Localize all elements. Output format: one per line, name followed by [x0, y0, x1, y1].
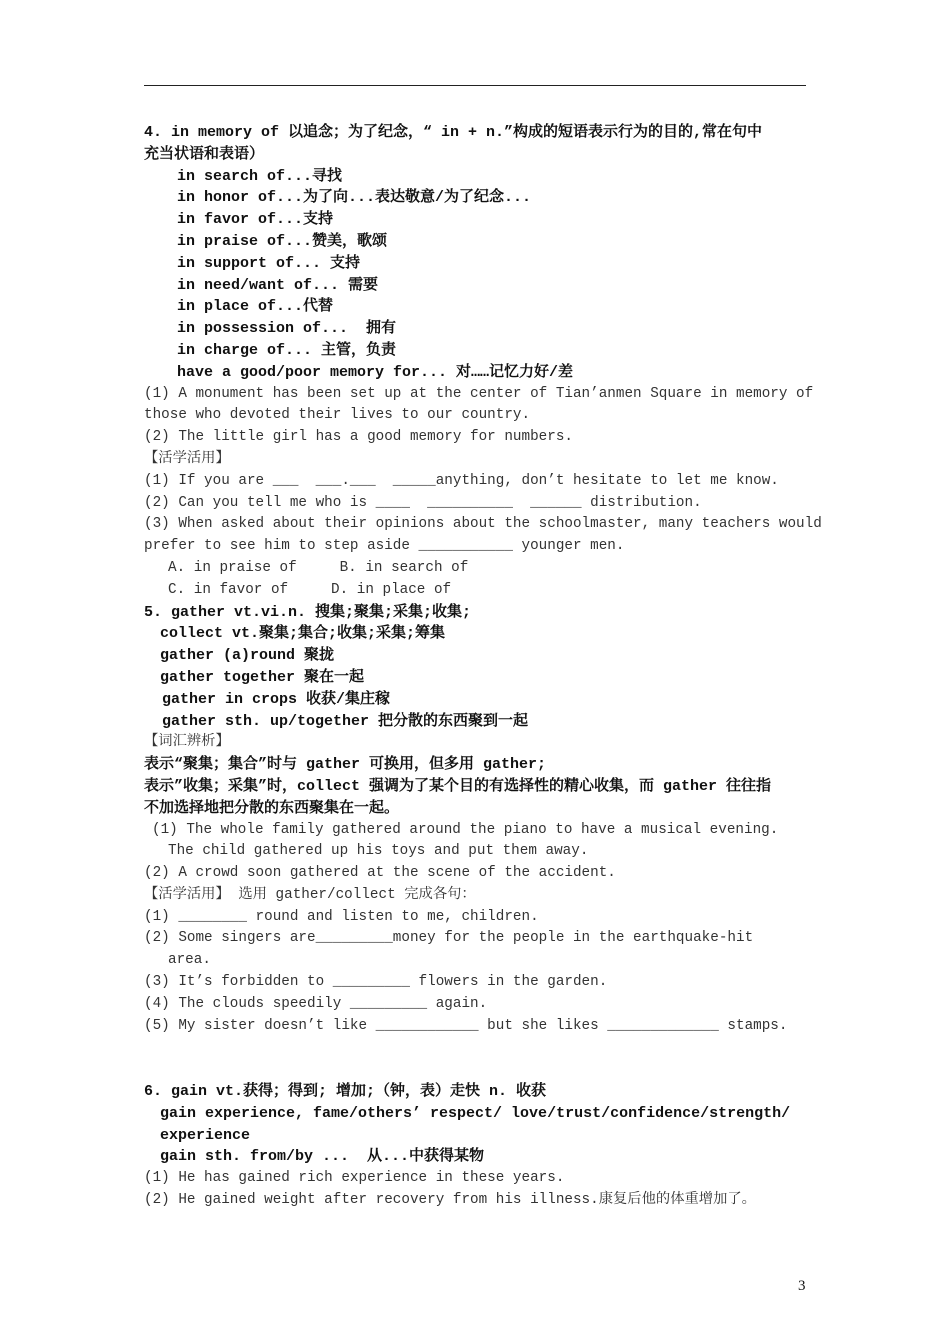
text-line: (1) If you are ___ ___.___ _____anything, don’t hesitate to let me know. — [144, 472, 779, 489]
text-line: 5. gather vt.vi.n. 搜集;聚集;采集;收集; — [144, 603, 472, 621]
text-line: (1) A monument has been set up at the center of Tian’anmen Square in memory of — [144, 385, 814, 402]
header-rule — [144, 85, 806, 86]
text-line: in place of...代替 — [177, 298, 334, 316]
text-line: (1) ________ round and listen to me, children. — [144, 908, 539, 925]
text-line: gather sth. up/together 把分散的东西聚到一起 — [162, 712, 529, 730]
text-line: (2) Can you tell me who is ____ __________ ______ distribution. — [144, 494, 702, 511]
text-line: those who devoted their lives to our country. — [144, 407, 531, 424]
text-line: (2) The little girl has a good memory for numbers. — [144, 429, 573, 446]
text-line: in honor of...为了向...表达敬意/为了纪念... — [177, 189, 532, 207]
text-line: collect vt.聚集;集合;收集;采集;筹集 — [160, 625, 446, 643]
document-body — [144, 122, 822, 1212]
text-line: gain sth. from/by ... 从...中获得某物 — [160, 1148, 485, 1166]
text-line: in charge of... 主管，负责 — [177, 341, 397, 359]
text-line: 表示“聚集；集合”时与 gather 可换用，但多用 gather; — [144, 756, 547, 774]
text-line: C. in favor of D. in place of — [168, 581, 452, 598]
text-line: (2) Some singers are_________money for the people in the earthquake-hit — [144, 930, 754, 947]
text-line: (1) The whole family gathered around the piano to have a musical evening. — [152, 821, 779, 838]
text-line: gather in crops 收获/集庄稼 — [162, 690, 391, 708]
text-line: in search of...寻找 — [177, 167, 343, 185]
text-line: in praise of...赞美，歌颂 — [177, 232, 388, 250]
text-line: 表示”收集；采集”时，collect 强调为了某个目的有选择性的精心收集，而 gather 往往指 — [144, 777, 772, 795]
text-line: 【词汇辨析】 — [144, 734, 230, 751]
page-number: 3 — [798, 1278, 806, 1294]
text-line: in support of... 支持 — [177, 254, 361, 272]
blank-line — [144, 1037, 812, 1059]
text-line: have a good/poor memory for... 对……记忆力好/差 — [177, 363, 574, 381]
text-line: in favor of...支持 — [177, 211, 334, 229]
text-line: (3) When asked about their opinions about the schoolmaster, many teachers would — [144, 516, 822, 533]
text-line: (3) It’s forbidden to _________ flowers in the garden. — [144, 974, 608, 991]
text-line: 6. gain vt.获得；得到; 增加;（钟，表）走快 n. 收获 — [144, 1083, 547, 1101]
text-line: in possession of... 拥有 — [177, 320, 397, 338]
text-line: A. in praise of B. in search of — [168, 559, 469, 576]
text-line: (2) He gained weight after recovery from his illness.康复后他的体重增加了。 — [144, 1192, 756, 1209]
text-line: prefer to see him to step aside ___________ younger men. — [144, 538, 625, 555]
text-line: 充当状语和表语） — [144, 145, 265, 163]
text-line: 【活学活用】 选用 gather/collect 完成各句： — [144, 886, 476, 903]
text-line: gather together 聚在一起 — [160, 668, 365, 686]
text-line: (2) A crowd soon gathered at the scene of the accident. — [144, 865, 616, 882]
text-line: 不加选择地把分散的东西聚集在一起。 — [144, 799, 400, 817]
text-line: (4) The clouds speedily _________ again. — [144, 995, 488, 1012]
text-line: gain experience, fame/others’ respect/ love/trust/confidence/strength/ — [160, 1104, 791, 1122]
text-line: (1) He has gained rich experience in these years. — [144, 1170, 565, 1187]
blank-line — [144, 1059, 812, 1081]
text-line: in need/want of... 需要 — [177, 276, 379, 294]
text-line: area. — [168, 952, 211, 969]
text-line: experience — [160, 1126, 251, 1144]
text-line: The child gathered up his toys and put them away. — [168, 843, 589, 860]
text-line: gather (a)round 聚拢 — [160, 647, 335, 665]
text-line: (5) My sister doesn’t like ____________ but she likes _____________ stamps. — [144, 1017, 788, 1034]
text-line: 【活学活用】 — [144, 450, 230, 467]
text-line: 4. in memory of 以追念；为了纪念，“ in + n.”构成的短语表示行为的目的,常在句中 — [144, 124, 763, 141]
